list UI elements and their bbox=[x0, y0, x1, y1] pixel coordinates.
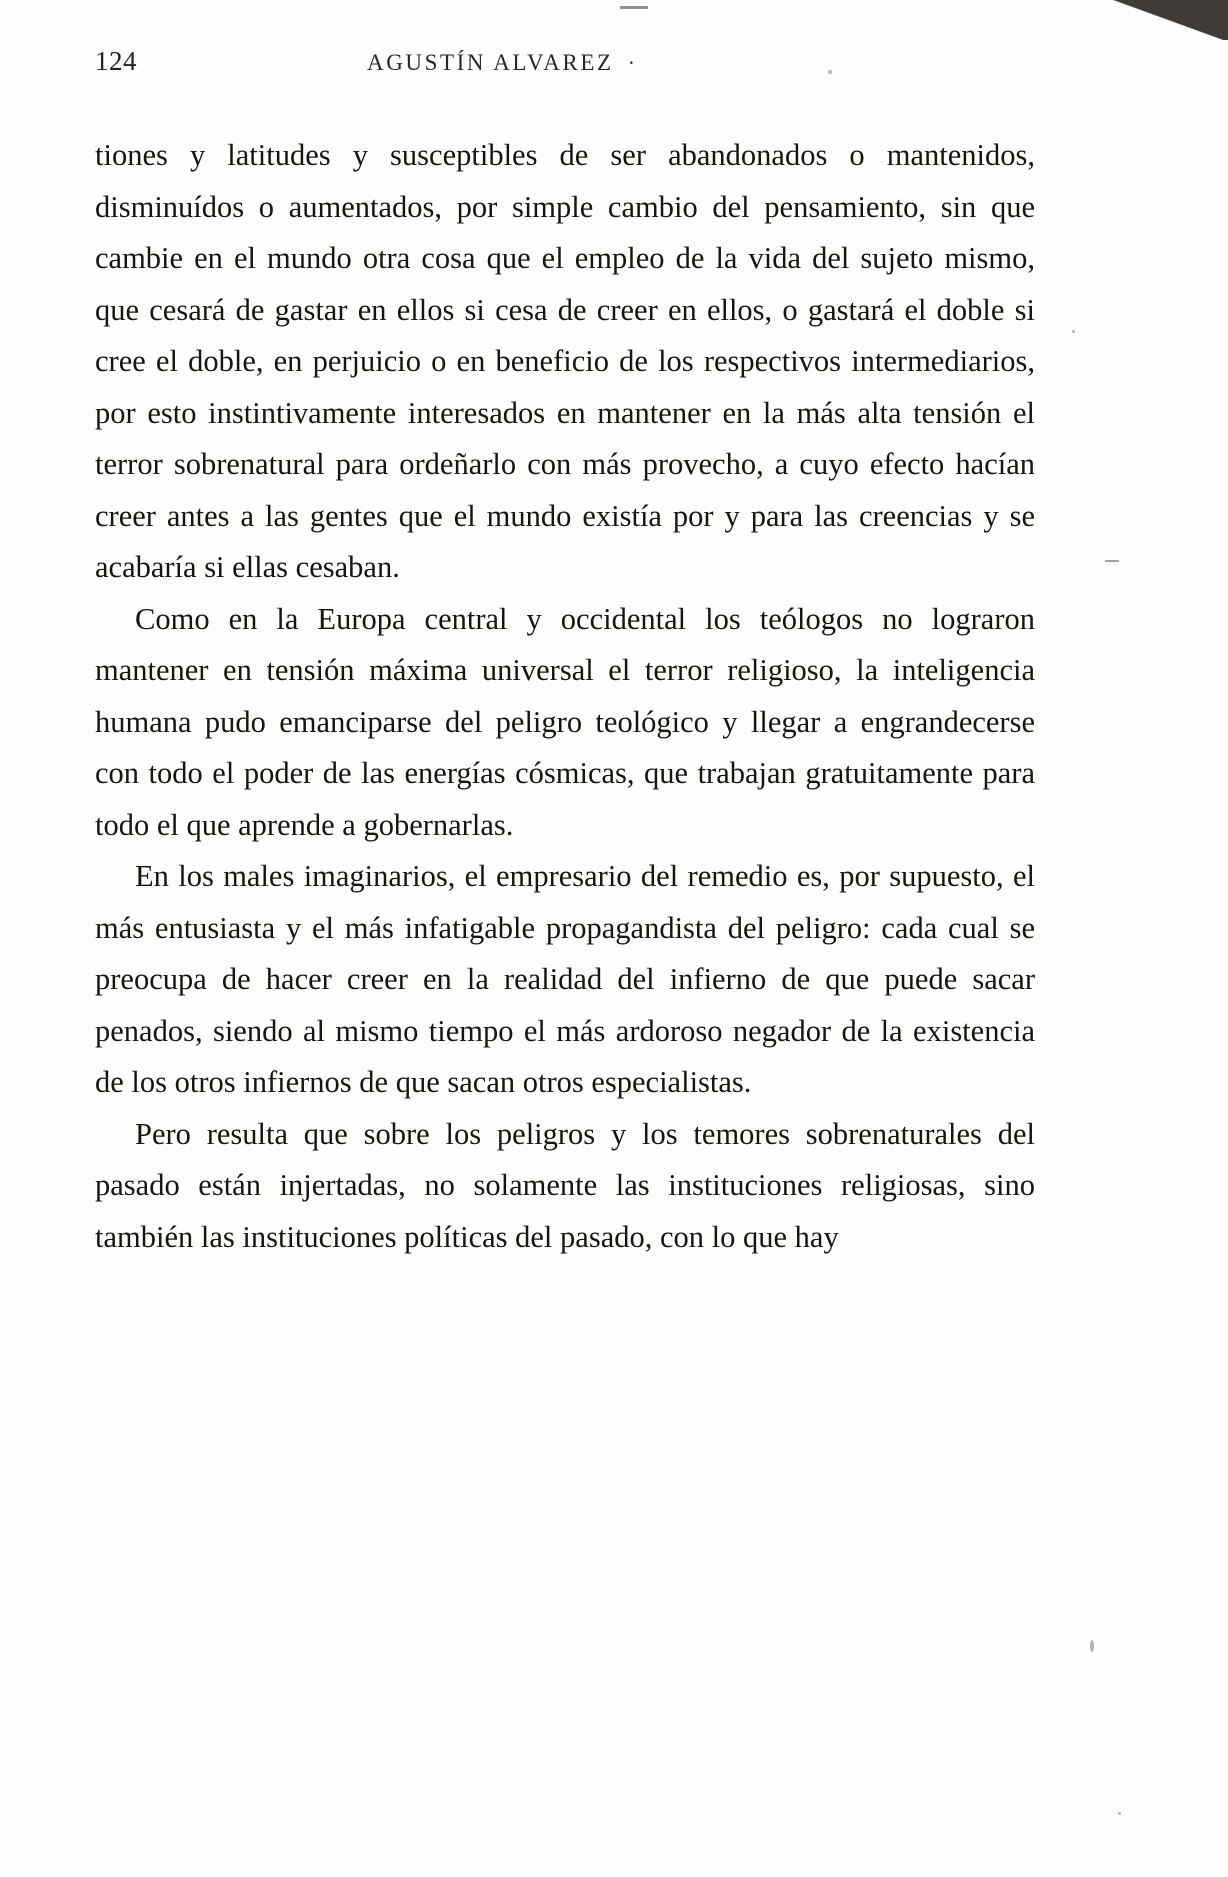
running-head-mark: · bbox=[627, 50, 638, 75]
paragraph: Pero resulta que sobre los peligros y los temores sobrenaturales del pasado están injertadas, no solamente las instituciones religiosas, sino también las instituciones políticas del pasado, con lo que hay bbox=[95, 1116, 1035, 1254]
body-text bbox=[95, 130, 1035, 1263]
page-margin-speck bbox=[1090, 1640, 1094, 1652]
page-number: 124 bbox=[95, 46, 137, 76]
scan-corner-artifact bbox=[1068, 0, 1228, 40]
page-content bbox=[95, 46, 1105, 1263]
paragraph: tiones y latitudes y susceptibles de ser abandonados o mantenidos, disminuídos o aumentados, por simple cambio del pensamiento, sin que cambie en el mundo otra cosa que el empleo de la vida del sujeto mismo, que cesará de gastar en ellos si cesa de creer en ellos, o gastará el doble si cree el doble, en perjuicio o en beneficio de los respectivos intermediarios, por esto instintivamente interesados en mantener en la más alta tensión el terror sobrenatural para ordeñarlo con más provecho, a cuyo efecto hacían creer antes a las gentes que el mundo existía por y para las creencias y se acabaría si ellas cesaban. bbox=[95, 138, 1035, 584]
scan-top-mark bbox=[620, 6, 648, 9]
paragraph: En los males imaginarios, el empresario del remedio es, por supuesto, el más entusiasta y el más infatigable propagandista del peligro: cada cual se preocupa de hacer creer en la realidad del infierno de que puede sacar penados, siendo al mismo tiempo el más ardoroso negador de la existencia de los otros infiernos de que sacan otros especialistas. bbox=[95, 859, 1035, 1099]
page-margin-speck bbox=[1105, 560, 1119, 562]
running-head-text: AGUSTÍN ALVAREZ bbox=[367, 50, 614, 75]
running-head bbox=[95, 46, 1105, 86]
paragraph: Como en la Europa central y occidental los teólogos no lograron mantener en tensión máxima universal el terror religioso, la inteligencia humana pudo emanciparse del peligro teológico y llegar a engrandecerse con todo el poder de las energías cósmicas, que trabajan gratuitamente para todo el que aprende a gobernarlas. bbox=[95, 601, 1035, 842]
running-head-title bbox=[215, 50, 1105, 76]
scan-edge-top bbox=[0, 0, 1228, 22]
page-margin-speck bbox=[1118, 1812, 1121, 1815]
